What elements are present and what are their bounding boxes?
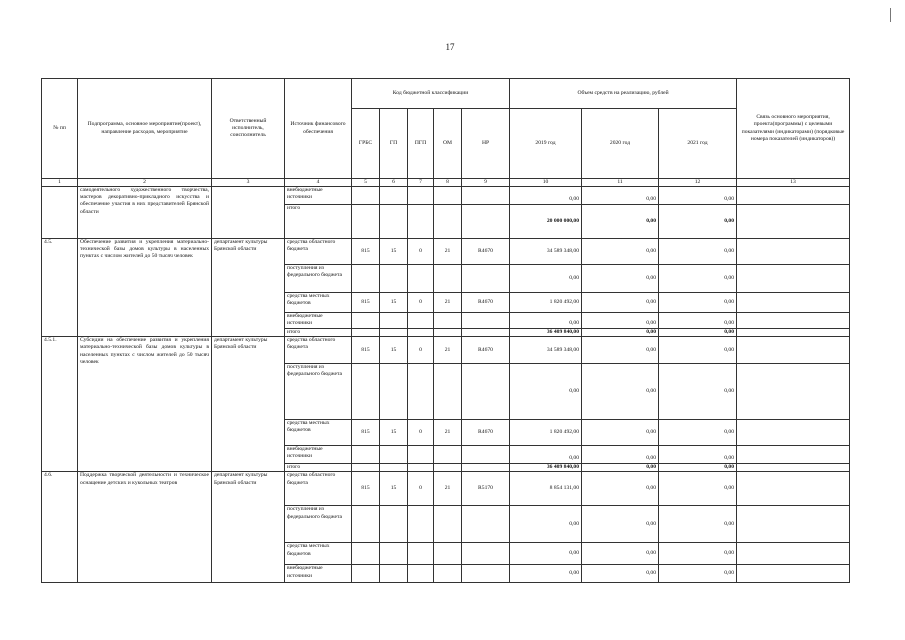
col-number: 3 — [212, 179, 285, 187]
code-pgp: 0 — [408, 293, 434, 313]
value-2020: 0,00 — [582, 265, 659, 293]
code-pgp: 0 — [408, 239, 434, 265]
value-2021: 0,00 — [659, 420, 737, 446]
col-number: 11 — [582, 179, 659, 187]
row-source: средства областного бюджета — [285, 337, 352, 364]
code-gp: 15 — [380, 472, 408, 506]
col-number: 7 — [408, 179, 434, 187]
value-2021: 0,00 — [659, 205, 737, 239]
code-grbs: 815 — [352, 293, 380, 313]
value-2021: 0,00 — [659, 187, 737, 205]
value-2019: 1 820 492,00 — [510, 420, 582, 446]
row-description: самодеятельного художественного творчества, мастеров декоративно-прикладного искусства и обеспечение участия в них представителей Брянской области — [78, 187, 212, 239]
row-source: средства областного бюджета — [285, 472, 352, 506]
header-source: Источник финансового обеспечения — [285, 79, 352, 179]
header-amount-group: Объем средств на реализацию, рублей — [510, 79, 737, 109]
code-pgp: 0 — [408, 472, 434, 506]
value-2021: 0,00 — [659, 543, 737, 565]
value-2020: 0,00 — [582, 446, 659, 464]
row-source: внебюджетные источники — [285, 313, 352, 329]
value-2021: 0,00 — [659, 464, 737, 472]
value-2019: 20 000 000,00 — [510, 205, 582, 239]
row-source: итого — [285, 329, 352, 337]
header-responsible: Ответственный исполнитель, соисполнитель — [212, 79, 285, 179]
value-2020: 0,00 — [582, 293, 659, 313]
value-2020: 0,00 — [582, 364, 659, 420]
col-number: 12 — [659, 179, 737, 187]
header-2021: 2021 год — [659, 109, 737, 179]
code-nr: R4670 — [462, 420, 510, 446]
value-2021: 0,00 — [659, 265, 737, 293]
row-source: итого — [285, 464, 352, 472]
value-2020: 0,00 — [582, 506, 659, 543]
header-link-indicators: Связь основного мероприятия, проекта(программы) с целевыми показателями (индикаторами) (порядковые номера показателей (индикаторов)) — [737, 79, 850, 179]
value-2019: 0,00 — [510, 543, 582, 565]
col-number: 9 — [462, 179, 510, 187]
value-2020: 0,00 — [582, 329, 659, 337]
value-2019: 0,00 — [510, 313, 582, 329]
value-2020: 0,00 — [582, 472, 659, 506]
code-grbs: 815 — [352, 239, 380, 265]
value-2019: 0,00 — [510, 265, 582, 293]
value-2021: 0,00 — [659, 446, 737, 464]
row-responsible: департамент культуры Брянской области — [212, 337, 285, 472]
value-2021: 0,00 — [659, 364, 737, 420]
header-gp: ГП — [380, 109, 408, 179]
row-description: Субсидии на обеспечение развития и укрепления материально-технической базы домов культуры в населенных пунктах с числом жителей до 50 тысяч человек — [78, 337, 212, 472]
row-source: средства местных бюджетов — [285, 293, 352, 313]
value-2021: 0,00 — [659, 329, 737, 337]
code-gp: 15 — [380, 239, 408, 265]
col-number: 4 — [285, 179, 352, 187]
code-gp: 15 — [380, 293, 408, 313]
code-om: 21 — [434, 420, 462, 446]
row-source: поступления из федерального бюджета — [285, 265, 352, 293]
value-2021: 0,00 — [659, 337, 737, 364]
page-edge-mark — [890, 8, 891, 22]
header-nr: НР — [462, 109, 510, 179]
col-number: 2 — [78, 179, 212, 187]
row-responsible: департамент культуры Брянской области — [212, 239, 285, 337]
header-grbs: ГРБС — [352, 109, 380, 179]
row-source: средства местных бюджетов — [285, 543, 352, 565]
code-om: 21 — [434, 293, 462, 313]
code-om: 21 — [434, 472, 462, 506]
col-number: 10 — [510, 179, 582, 187]
value-2019: 1 820 492,00 — [510, 293, 582, 313]
value-2021: 0,00 — [659, 472, 737, 506]
row-source: средства областного бюджета — [285, 239, 352, 265]
value-2020: 0,00 — [582, 239, 659, 265]
value-2021: 0,00 — [659, 239, 737, 265]
row-number: 4.6. — [42, 472, 78, 583]
header-num: № пп — [42, 79, 78, 179]
header-subprogram: Подпрограмма, основное мероприятие(проект), направление расходов, мероприятие — [78, 79, 212, 179]
value-2019: 0,00 — [510, 364, 582, 420]
col-number: 13 — [737, 179, 850, 187]
row-description: Обеспечение развития и укрепления материально-технической базы домов культуры в населенных пунктах с числом жителей до 50 тысяч человек — [78, 239, 212, 337]
row-source: средства местных бюджетов — [285, 420, 352, 446]
col-number: 5 — [352, 179, 380, 187]
code-nr: R4670 — [462, 239, 510, 265]
budget-table-wrapper — [41, 78, 850, 583]
value-2020: 0,00 — [582, 337, 659, 364]
row-source: итого — [285, 205, 352, 239]
budget-table — [41, 78, 850, 583]
value-2021: 0,00 — [659, 506, 737, 543]
header-om: ОМ — [434, 109, 462, 179]
code-grbs: 815 — [352, 420, 380, 446]
col-number: 6 — [380, 179, 408, 187]
value-2020: 0,00 — [582, 543, 659, 565]
row-description: Поддержка творческой деятельности и техническое оснащение детских и кукольных театров — [78, 472, 212, 583]
header-budget-code-group: Код бюджетной классификации — [352, 79, 510, 109]
row-number: 4.5. — [42, 239, 78, 337]
value-2021: 0,00 — [659, 313, 737, 329]
code-pgp: 0 — [408, 337, 434, 364]
value-2019: 34 589 348,00 — [510, 337, 582, 364]
row-number: 4.5.1. — [42, 337, 78, 472]
header-2020: 2020 год — [582, 109, 659, 179]
value-2019: 36 409 840,00 — [510, 329, 582, 337]
code-om: 21 — [434, 337, 462, 364]
header-2019: 2019 год — [510, 109, 582, 179]
row-responsible: департамент культуры Брянской области — [212, 472, 285, 583]
code-nr: R4670 — [462, 293, 510, 313]
table-row — [42, 337, 850, 364]
value-2020: 0,00 — [582, 464, 659, 472]
row-number — [42, 187, 78, 239]
value-2019: 0,00 — [510, 565, 582, 583]
header-pgp: ПГП — [408, 109, 434, 179]
code-grbs: 815 — [352, 472, 380, 506]
value-2020: 0,00 — [582, 565, 659, 583]
col-number: 8 — [434, 179, 462, 187]
row-source: поступления из федерального бюджета — [285, 364, 352, 420]
value-2020: 0,00 — [582, 313, 659, 329]
code-nr: R5170 — [462, 472, 510, 506]
value-2019: 0,00 — [510, 446, 582, 464]
value-2019: 34 589 348,00 — [510, 239, 582, 265]
table-row — [42, 239, 850, 265]
col-number: 1 — [42, 179, 78, 187]
table-row — [42, 187, 850, 205]
value-2020: 0,00 — [582, 205, 659, 239]
code-gp: 15 — [380, 337, 408, 364]
code-nr: R4670 — [462, 337, 510, 364]
value-2020: 0,00 — [582, 420, 659, 446]
value-2019: 36 409 840,00 — [510, 464, 582, 472]
value-2019: 8 854 131,00 — [510, 472, 582, 506]
row-source: поступления из федерального бюджета — [285, 506, 352, 543]
page-number: 17 — [445, 42, 455, 52]
code-grbs: 815 — [352, 337, 380, 364]
code-gp: 15 — [380, 420, 408, 446]
row-source: внебюджетные источники — [285, 565, 352, 583]
row-source: внебюджетные источники — [285, 187, 352, 205]
value-2021: 0,00 — [659, 565, 737, 583]
row-source: внебюджетные источники — [285, 446, 352, 464]
row-responsible — [212, 187, 285, 239]
code-pgp: 0 — [408, 420, 434, 446]
value-2021: 0,00 — [659, 293, 737, 313]
table-row — [42, 472, 850, 506]
value-2019: 0,00 — [510, 187, 582, 205]
code-om: 21 — [434, 239, 462, 265]
value-2019: 0,00 — [510, 506, 582, 543]
value-2020: 0,00 — [582, 187, 659, 205]
